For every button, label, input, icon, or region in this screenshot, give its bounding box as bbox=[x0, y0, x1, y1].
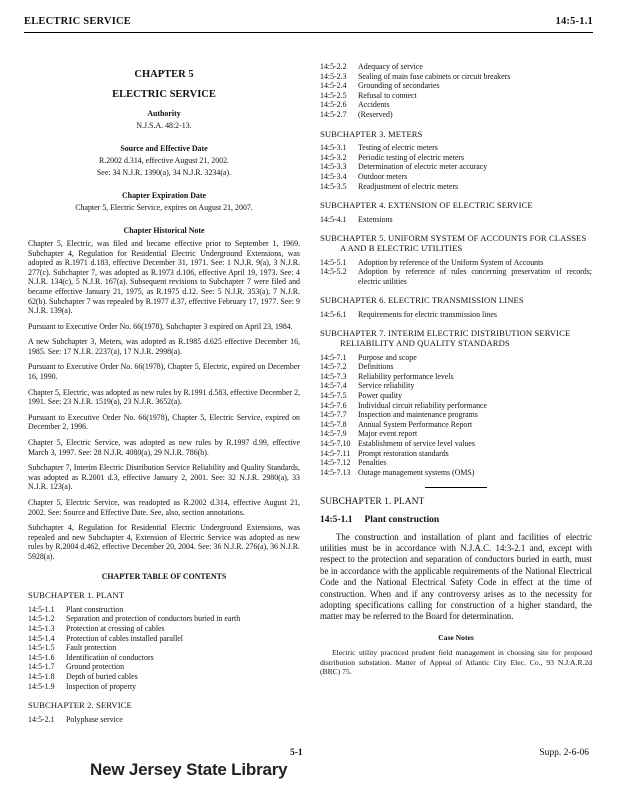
toc-entry: 14:5-7.10 Establishment of service level values bbox=[320, 439, 476, 448]
toc-entry: 14:5-7.3 Reliability performance levels bbox=[320, 371, 454, 381]
toc-subchapter-2-list bbox=[320, 62, 592, 120]
right-column bbox=[320, 62, 592, 676]
history-paragraph: Pursuant to Executive Order No. 66(1978), Chapter 5, Electric, expired on December 16, 1990. bbox=[28, 362, 300, 382]
toc-entry: 14:5-7.2 Definitions bbox=[320, 362, 394, 372]
toc-entry: 14:5-1.2 Separation and protection of conductors buried in earth bbox=[28, 614, 241, 624]
history-paragraph: A new Subchapter 3, Meters, was adopted as R.1985 d.625 effective December 16, 1985. See: 17 N.J.R. 2237(a), 17 N.J.R. 2998(a). bbox=[28, 337, 300, 356]
library-watermark-logo: New Jersey State Library bbox=[90, 760, 288, 779]
toc-entry: 14:5-7.9 Major event report bbox=[320, 429, 418, 439]
history-paragraph: Pursuant to Executive Order No. 66(1978), Chapter 5, Electric Service, expired on December 2, 1996. bbox=[28, 412, 300, 432]
section-body bbox=[320, 532, 592, 623]
history-paragraph: Subchapter 7, Interim Electric Distribution Service Reliability and Quality Standards, was adopted as R.2001 d.3, effective January 2, 2001. See: 32 N.J.R. 2980(a), 33 N.J.R. 123(a). bbox=[28, 463, 300, 492]
toc-entry: 14:5-2.4 Grounding of secondaries bbox=[320, 81, 440, 91]
toc-entry: 14:5-1.7 Ground protection bbox=[28, 662, 125, 672]
toc-entry: 14:5-3.4 Outdoor meters bbox=[320, 171, 408, 181]
toc-entry: 14:5-7.13 Outage management systems (OMS) bbox=[320, 467, 475, 477]
toc-entry: 14:5-7.1 Purpose and scope bbox=[320, 352, 417, 362]
toc-subchapter-1-heading: SUBCHAPTER 1. PLANT bbox=[28, 590, 125, 601]
toc-heading: CHAPTER TABLE OF CONTENTS bbox=[101, 571, 227, 581]
toc-entry: 14:5-1.6 Identification of conductors bbox=[28, 652, 154, 662]
toc-entry: 14:5-5.1 Adoption by reference of the Uniform System of Accounts bbox=[320, 257, 544, 267]
toc-entry: 14:5-1.9 Inspection of property bbox=[28, 681, 137, 691]
section-divider bbox=[425, 487, 487, 488]
toc-entry: 14:5-7.8 Annual System Performance Report bbox=[320, 419, 473, 429]
toc-entry: 14:5-4.1 Extensions bbox=[320, 214, 393, 224]
toc-subchapter-1-list bbox=[28, 605, 300, 691]
authority-heading: Authority bbox=[147, 109, 181, 119]
toc-entry: 14:5-2.1 Polyphase service bbox=[28, 714, 123, 724]
history-paragraph: Chapter 5, Electric Service, was readopted as R.2002 d.314, effective August 21, 2002. See: Source and Effective Date. See, also, section annotations. bbox=[28, 498, 300, 517]
toc-entry: 14:5-7.12 Penalties bbox=[320, 458, 387, 468]
toc-entry: 14:5-3.5 Readjustment of electric meters bbox=[320, 181, 459, 191]
toc-entry: 14:5-1.8 Depth of buried cables bbox=[28, 671, 138, 681]
history-heading: Chapter Historical Note bbox=[123, 226, 205, 236]
toc-entry: 14:5-7.11 Prompt restoration standards bbox=[320, 448, 449, 458]
toc-entry: 14:5-7.6 Individual circuit reliability performance bbox=[320, 400, 488, 410]
page-number: 5-1 bbox=[290, 748, 303, 758]
history-notes bbox=[28, 239, 300, 562]
chapter-title: ELECTRIC SERVICE bbox=[112, 88, 216, 100]
history-paragraph: Chapter 5, Electric, was filed and became effective prior to September 1, 1969. Subchapter 4, Regulation for Residential Electric Underground Extensions, was adopted as R.1971 d.183, effective December 31, 1971. See: 1 N.J.R. 9(a), 3 N.J.R. 277(c). Subchapter 7, was adopted as R.1973 d.106, effective April 19, 1973. See: 4 N.J.R. 134(c), 5 N.J.R. 167(a). Subsequent revisions to Subchapter 7 were filed and became effective January 21, 1975, as R.1975 d.12. See: 5 N.J.R. 353(a), 7 N.J.R. 62(b). Subchapter 7 was repealed by R.1977 d.37, effective February 17, 1977. See: 9 N.J.R. 139(a). bbox=[28, 238, 300, 316]
toc-subchapter-4-heading: SUBCHAPTER 4. EXTENSION OF ELECTRIC SERVICE bbox=[320, 200, 533, 211]
section-title: Plant construction bbox=[364, 514, 440, 525]
toc-subchapter-5-list bbox=[320, 258, 592, 287]
toc-subchapter-3-heading: SUBCHAPTER 3. METERS bbox=[320, 128, 423, 139]
toc-entry: 14:5-1.5 Fault protection bbox=[28, 643, 117, 653]
toc-subchapter-2-heading: SUBCHAPTER 2. SERVICE bbox=[28, 700, 132, 711]
toc-entry: 14:5-3.2 Periodic testing of electric meters bbox=[320, 152, 465, 162]
toc-subchapter-7-heading: SUBCHAPTER 7. INTERIM ELECTRIC DISTRIBUTION SERVICE RELIABILITY AND QUALITY STANDARDS bbox=[320, 328, 571, 349]
history-paragraph: Subchapter 4, Regulation for Residential Electric Underground Extensions, was repealed and new Subchapter 4, Extension of Electric Service was adopted as new rules by R.2004 d.462, effective December 20, 2004. See: 36 N.J.R. 276(a), 36 N.J.R. 5928(a). bbox=[28, 523, 300, 561]
case-notes-heading: Case Notes bbox=[438, 632, 474, 642]
history-paragraph: Pursuant to Executive Order No. 66(1978), Subchapter 3 expired on April 23, 1984. bbox=[28, 321, 293, 331]
toc-entry: 14:5-1.3 Protection at crossing of cables bbox=[28, 623, 165, 633]
body-subchapter-heading: SUBCHAPTER 1. PLANT bbox=[320, 497, 425, 508]
source-line-2: See: 34 N.J.R. 1390(a), 34 N.J.R. 3234(a). bbox=[96, 167, 232, 177]
source-line-1: R.2002 d.314, effective August 21, 2002. bbox=[98, 155, 230, 165]
toc-subchapter-6-heading: SUBCHAPTER 6. ELECTRIC TRANSMISSION LINES bbox=[320, 295, 524, 306]
toc-entry: 14:5-7.5 Power quality bbox=[320, 391, 403, 401]
toc-entry: 14:5-2.7 (Reserved) bbox=[320, 109, 393, 119]
source-heading: Source and Effective Date bbox=[120, 144, 208, 154]
running-header bbox=[24, 14, 593, 33]
history-paragraph: Chapter 5, Electric Service, was adopted as new rules by R.1997 d.99, effective March 3, 1997. See: 28 N.J.R. 4080(a), 29 N.J.R. 786(b). bbox=[28, 438, 300, 457]
toc-entry: 14:5-2.5 Refusal to connect bbox=[320, 90, 417, 100]
toc-entry: 14:5-1.1 Plant construction bbox=[28, 604, 124, 614]
history-paragraph: Chapter 5, Electric, was adopted as new rules by R.1991 d.583, effective December 2, 1991. See: 23 N.J.R. 1519(a), 23 N.J.R. 3652(a). bbox=[28, 387, 300, 407]
case-note-text: Electric utility practiced prudent field management in choosing site for proposed distribution substation. Matter of Appeal of Atlantic City Elec. Co., 93 N.J.A.R.2d (BRC) 75. bbox=[320, 648, 592, 676]
expiration-heading: Chapter Expiration Date bbox=[121, 191, 207, 201]
toc-entry: 14:5-7.4 Service reliability bbox=[320, 381, 415, 391]
toc-entry: 14:5-2.2 Adequacy of service bbox=[320, 62, 423, 71]
section-body-paragraph: The construction and installation of plant and facilities of electric utilities must be in accordance with N.J.A.C. 14:3-2.1 and, except with respect to the protection and separation of conductors buried in earth, must be in accordance with the applicable requirements of the National Electrical Code and the National Electrical Safety Code in effect at the time of construction. When and if any controversy arises as to the necessity for adopting specifications calling for construction of a higher standard, the matter may be referred to the Board for determination. bbox=[320, 531, 592, 622]
chapter-number: CHAPTER 5 bbox=[134, 69, 194, 80]
toc-entry: 14:5-2.6 Accidents bbox=[320, 100, 390, 110]
header-title: ELECTRIC SERVICE bbox=[24, 16, 131, 27]
toc-entry: 14:5-1.4 Protection of cables installed parallel bbox=[28, 633, 184, 643]
expiration-text: Chapter 5, Electric Service, expires on August 21, 2007. bbox=[75, 202, 253, 212]
section-heading bbox=[320, 516, 592, 526]
authority-text: N.J.S.A. 48:2-13. bbox=[136, 120, 192, 130]
toc-entry: 14:5-3.1 Testing of electric meters bbox=[320, 143, 438, 153]
section-number: 14:5-1.1 bbox=[320, 514, 353, 525]
left-column bbox=[28, 64, 300, 724]
toc-subchapter-3-list bbox=[320, 143, 592, 191]
toc-subchapter-7-list bbox=[320, 353, 592, 478]
toc-entry: 14:5-2.3 Sealing of main fuse cabinets or circuit breakers bbox=[320, 71, 511, 81]
supplement-date: Supp. 2-6-06 bbox=[539, 748, 589, 758]
toc-entry: 14:5-3.3 Determination of electric meter accuracy bbox=[320, 162, 488, 172]
toc-entry: 14:5-5.2 Adoption by reference of rules concerning preservation of records; electric utilities bbox=[320, 267, 592, 286]
toc-entry: 14:5-6.1 Requirements for electric transmission lines bbox=[320, 309, 497, 319]
toc-entry: 14:5-7.7 Inspection and maintenance programs bbox=[320, 410, 478, 420]
toc-subchapter-5-heading: SUBCHAPTER 5. UNIFORM SYSTEM OF ACCOUNTS FOR CLASSES A AND B ELECTRIC UTILITIES bbox=[320, 233, 587, 253]
header-section-number: 14:5-1.1 bbox=[555, 16, 593, 27]
